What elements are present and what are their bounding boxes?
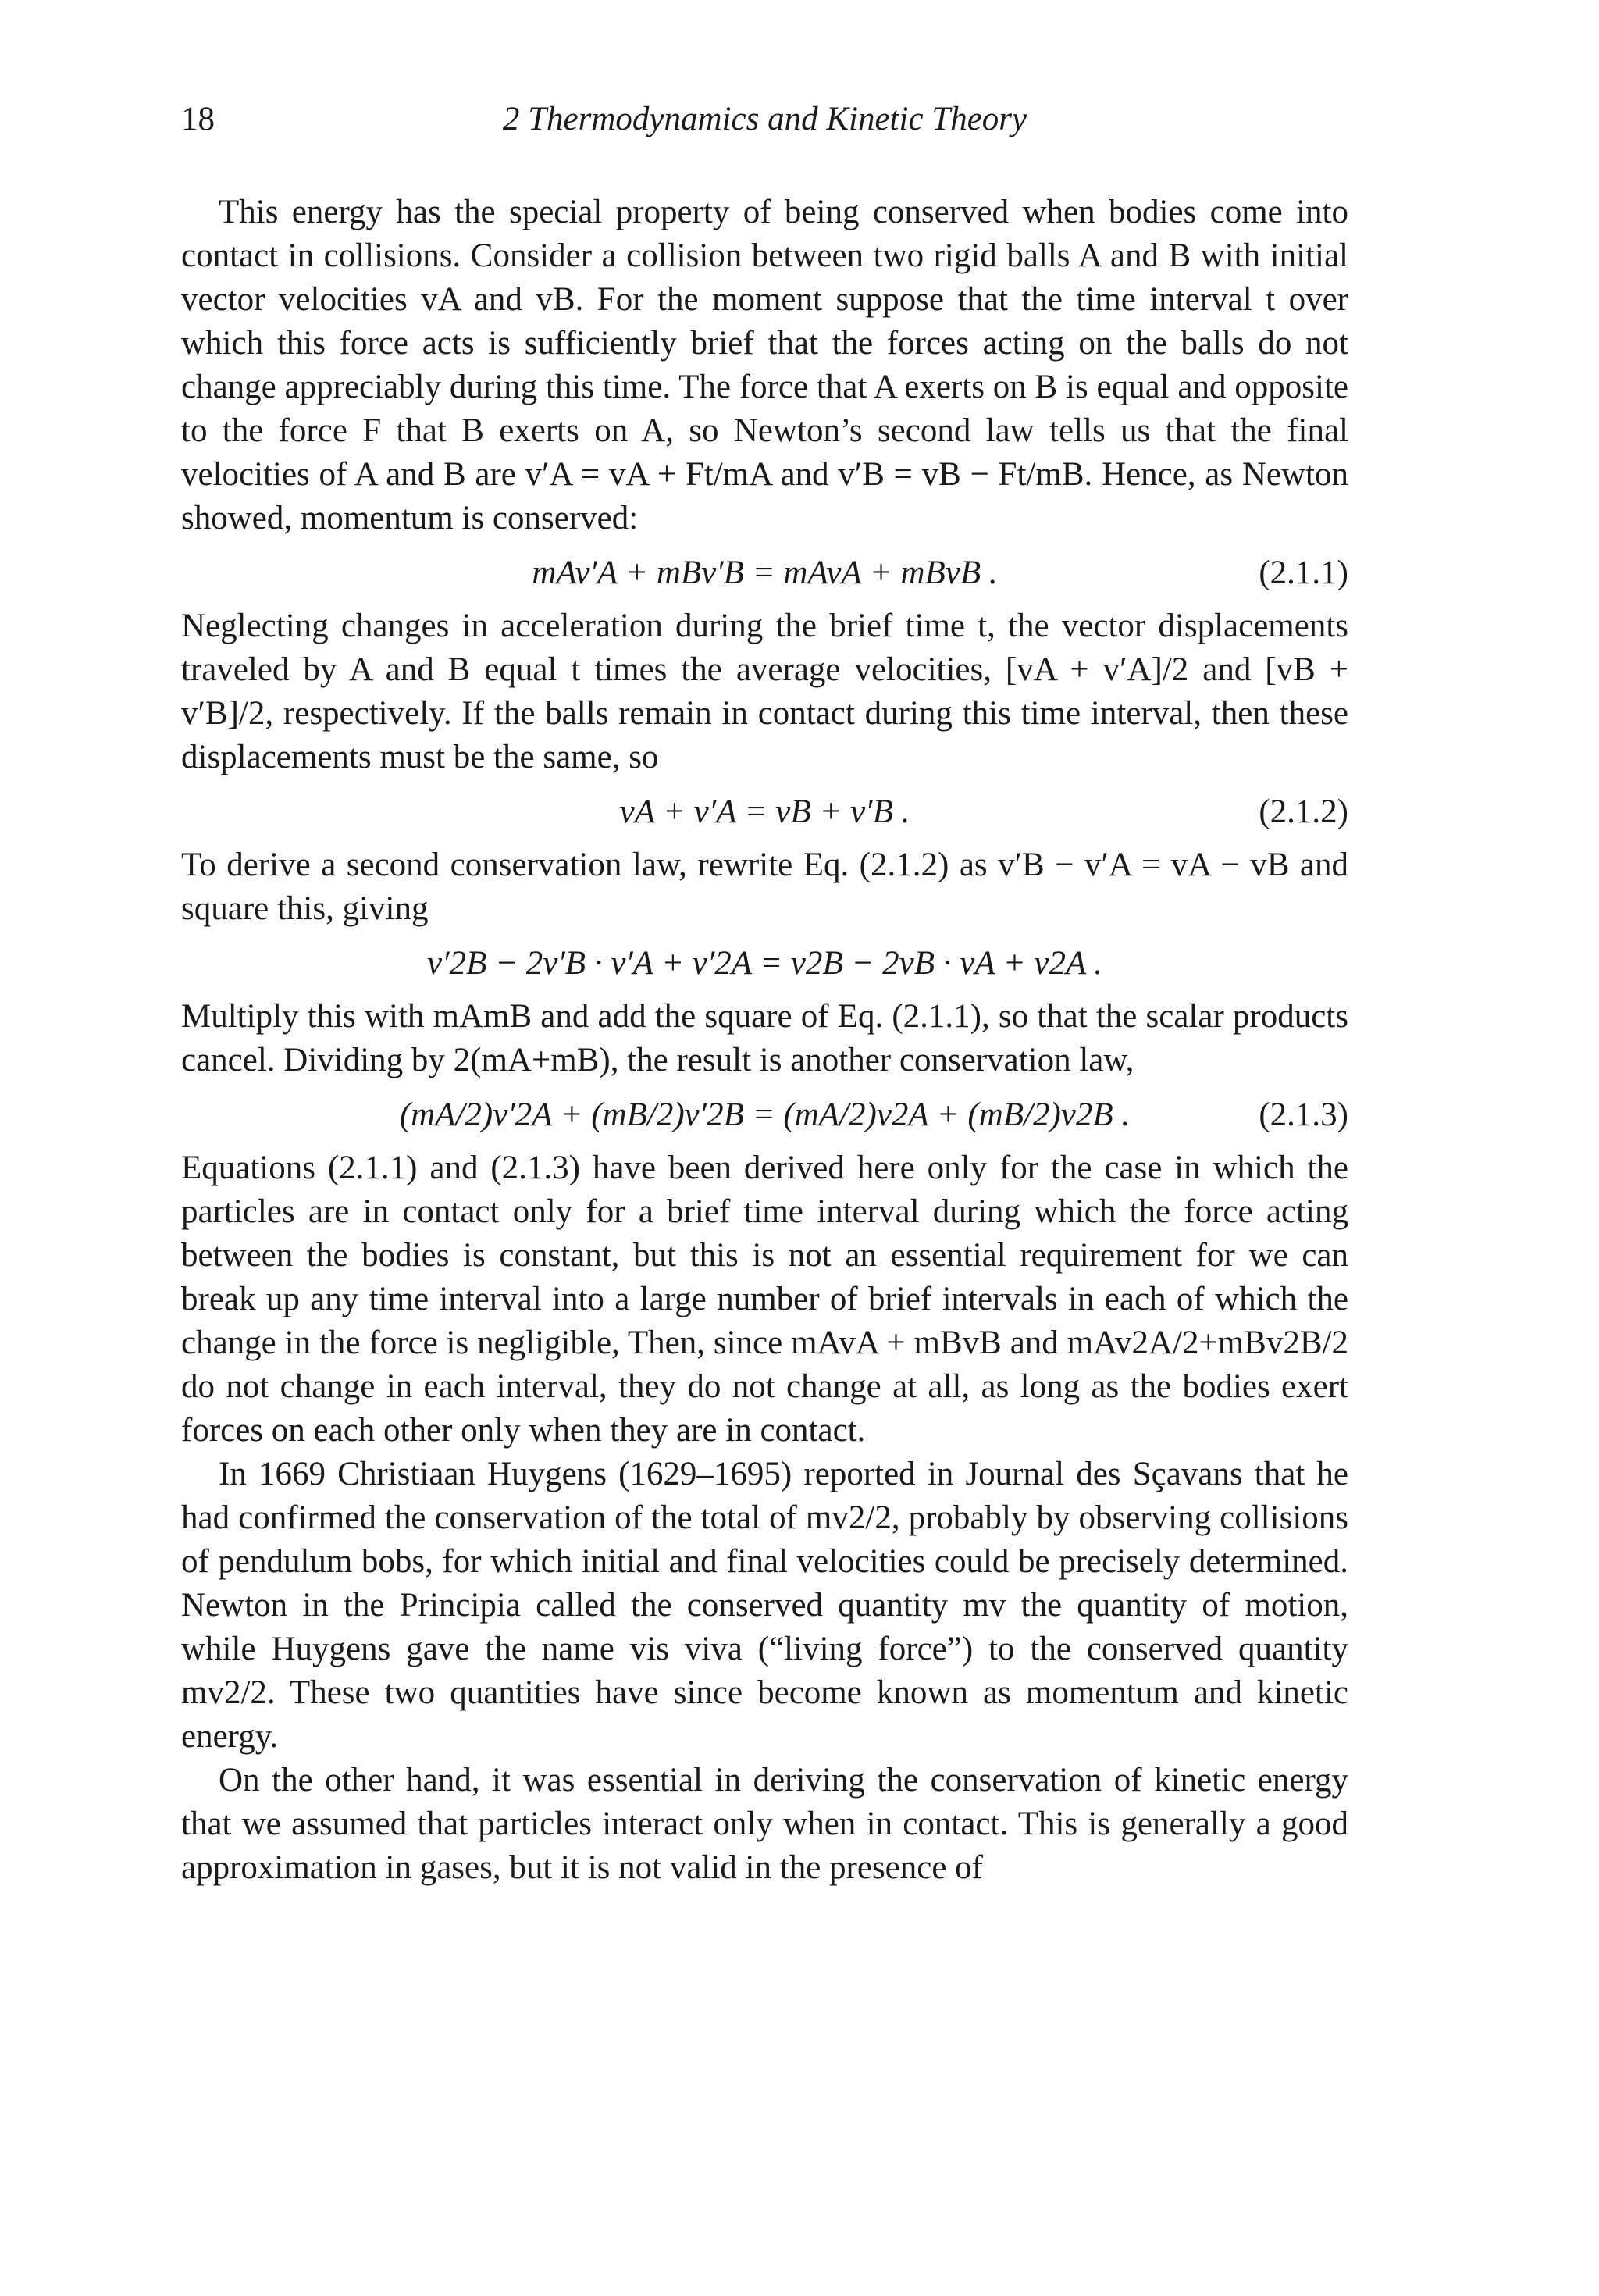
paragraph-2: Neglecting changes in acceleration during the brief time t, the vector displacements traveled by A and B equal t times the average velocities, [vA + v′A]/2 and [vB + v′B]/2, respectively. If the balls remain in contact during this time interval, then these displacements must be the same, so [181,608,1348,775]
paragraph-6: In 1669 Christiaan Huygens (1629–1695) reported in Journal des Sçavans that he had confirmed the conservation of the total of mv2/2, probably by observing collisions of pendulum bobs, for which initial and final velocities could be precisely determined. Newton in the Principia called the conserved quantity mv the quantity of motion, while Huygens gave the name vis viva (“living force”) to the conserved quantity mv2/2. These two quantities have since become known as momentum and kinetic energy. [181,1456,1348,1755]
equation-2-1-1-number: (2.1.1) [1259,554,1348,591]
paragraph-7: On the other hand, it was essential in deriving the conservation of kinetic energy that we assumed that particles interact only when in contact. This is generally a good approximation in gases, but it is not valid in the presence of [181,1762,1348,1886]
paragraph-5: Equations (2.1.1) and (2.1.3) have been derived here only for the case in which the particles are in contact only for a brief time interval during which the force acting between the bodies is constant, but this is not an essential requirement for we can break up any time interval into a large number of brief intervals in each of which the change in the force is negligible, Then, since mAvA + mBvB and mAv2A/2+mBv2B/2 do not change in each interval, they do not change at all, as long as the bodies exert forces on each other only when they are in contact. [181,1150,1348,1449]
page-body [181,191,1348,1890]
equation-2-1-1 [181,550,1348,597]
running-head: 2 Thermodynamics and Kinetic Theory [502,101,1027,137]
paragraph-4: Multiply this with mAmB and add the square of Eq. (2.1.1), so that the scalar products cancel. Dividing by 2(mA+mB), the result is another conservation law, [181,998,1348,1078]
equation-squared [181,940,1348,987]
equation-2-1-2-number: (2.1.2) [1259,793,1348,830]
equation-2-1-2-body: vA + v′A = vB + v′B . [619,793,910,830]
equation-2-1-3 [181,1092,1348,1139]
equation-squared-body: v′2B − 2v′B · v′A + v′2A = v2B − 2vB · vA + v2A . [427,945,1102,982]
equation-2-1-1-body: mAv′A + mBv′B = mAvA + mBvB . [532,554,998,591]
equation-2-1-2 [181,789,1348,836]
page-number: 18 [181,101,215,137]
page-header [181,100,1348,147]
equation-2-1-3-number: (2.1.3) [1259,1096,1348,1133]
equation-2-1-3-body: (mA/2)v′2A + (mB/2)v′2B = (mA/2)v2A + (mB/2)v2B . [399,1096,1131,1133]
paragraph-3: To derive a second conservation law, rewrite Eq. (2.1.2) as v′B − v′A = vA − vB and square this, giving [181,847,1348,927]
paragraph-1: This energy has the special property of being conserved when bodies come into contact in collisions. Consider a collision between two rigid balls A and B with initial vector velocities vA and vB. For the moment suppose that the time interval t over which this force acts is sufficiently brief that the forces acting on the balls do not change appreciably during this time. The force that A exerts on B is equal and opposite to the force F that B exerts on A, so Newton’s second law tells us that the final velocities of A and B are v′A = vA + Ft/mA and v′B = vB − Ft/mB. Hence, as Newton showed, momentum is conserved: [181,194,1348,537]
